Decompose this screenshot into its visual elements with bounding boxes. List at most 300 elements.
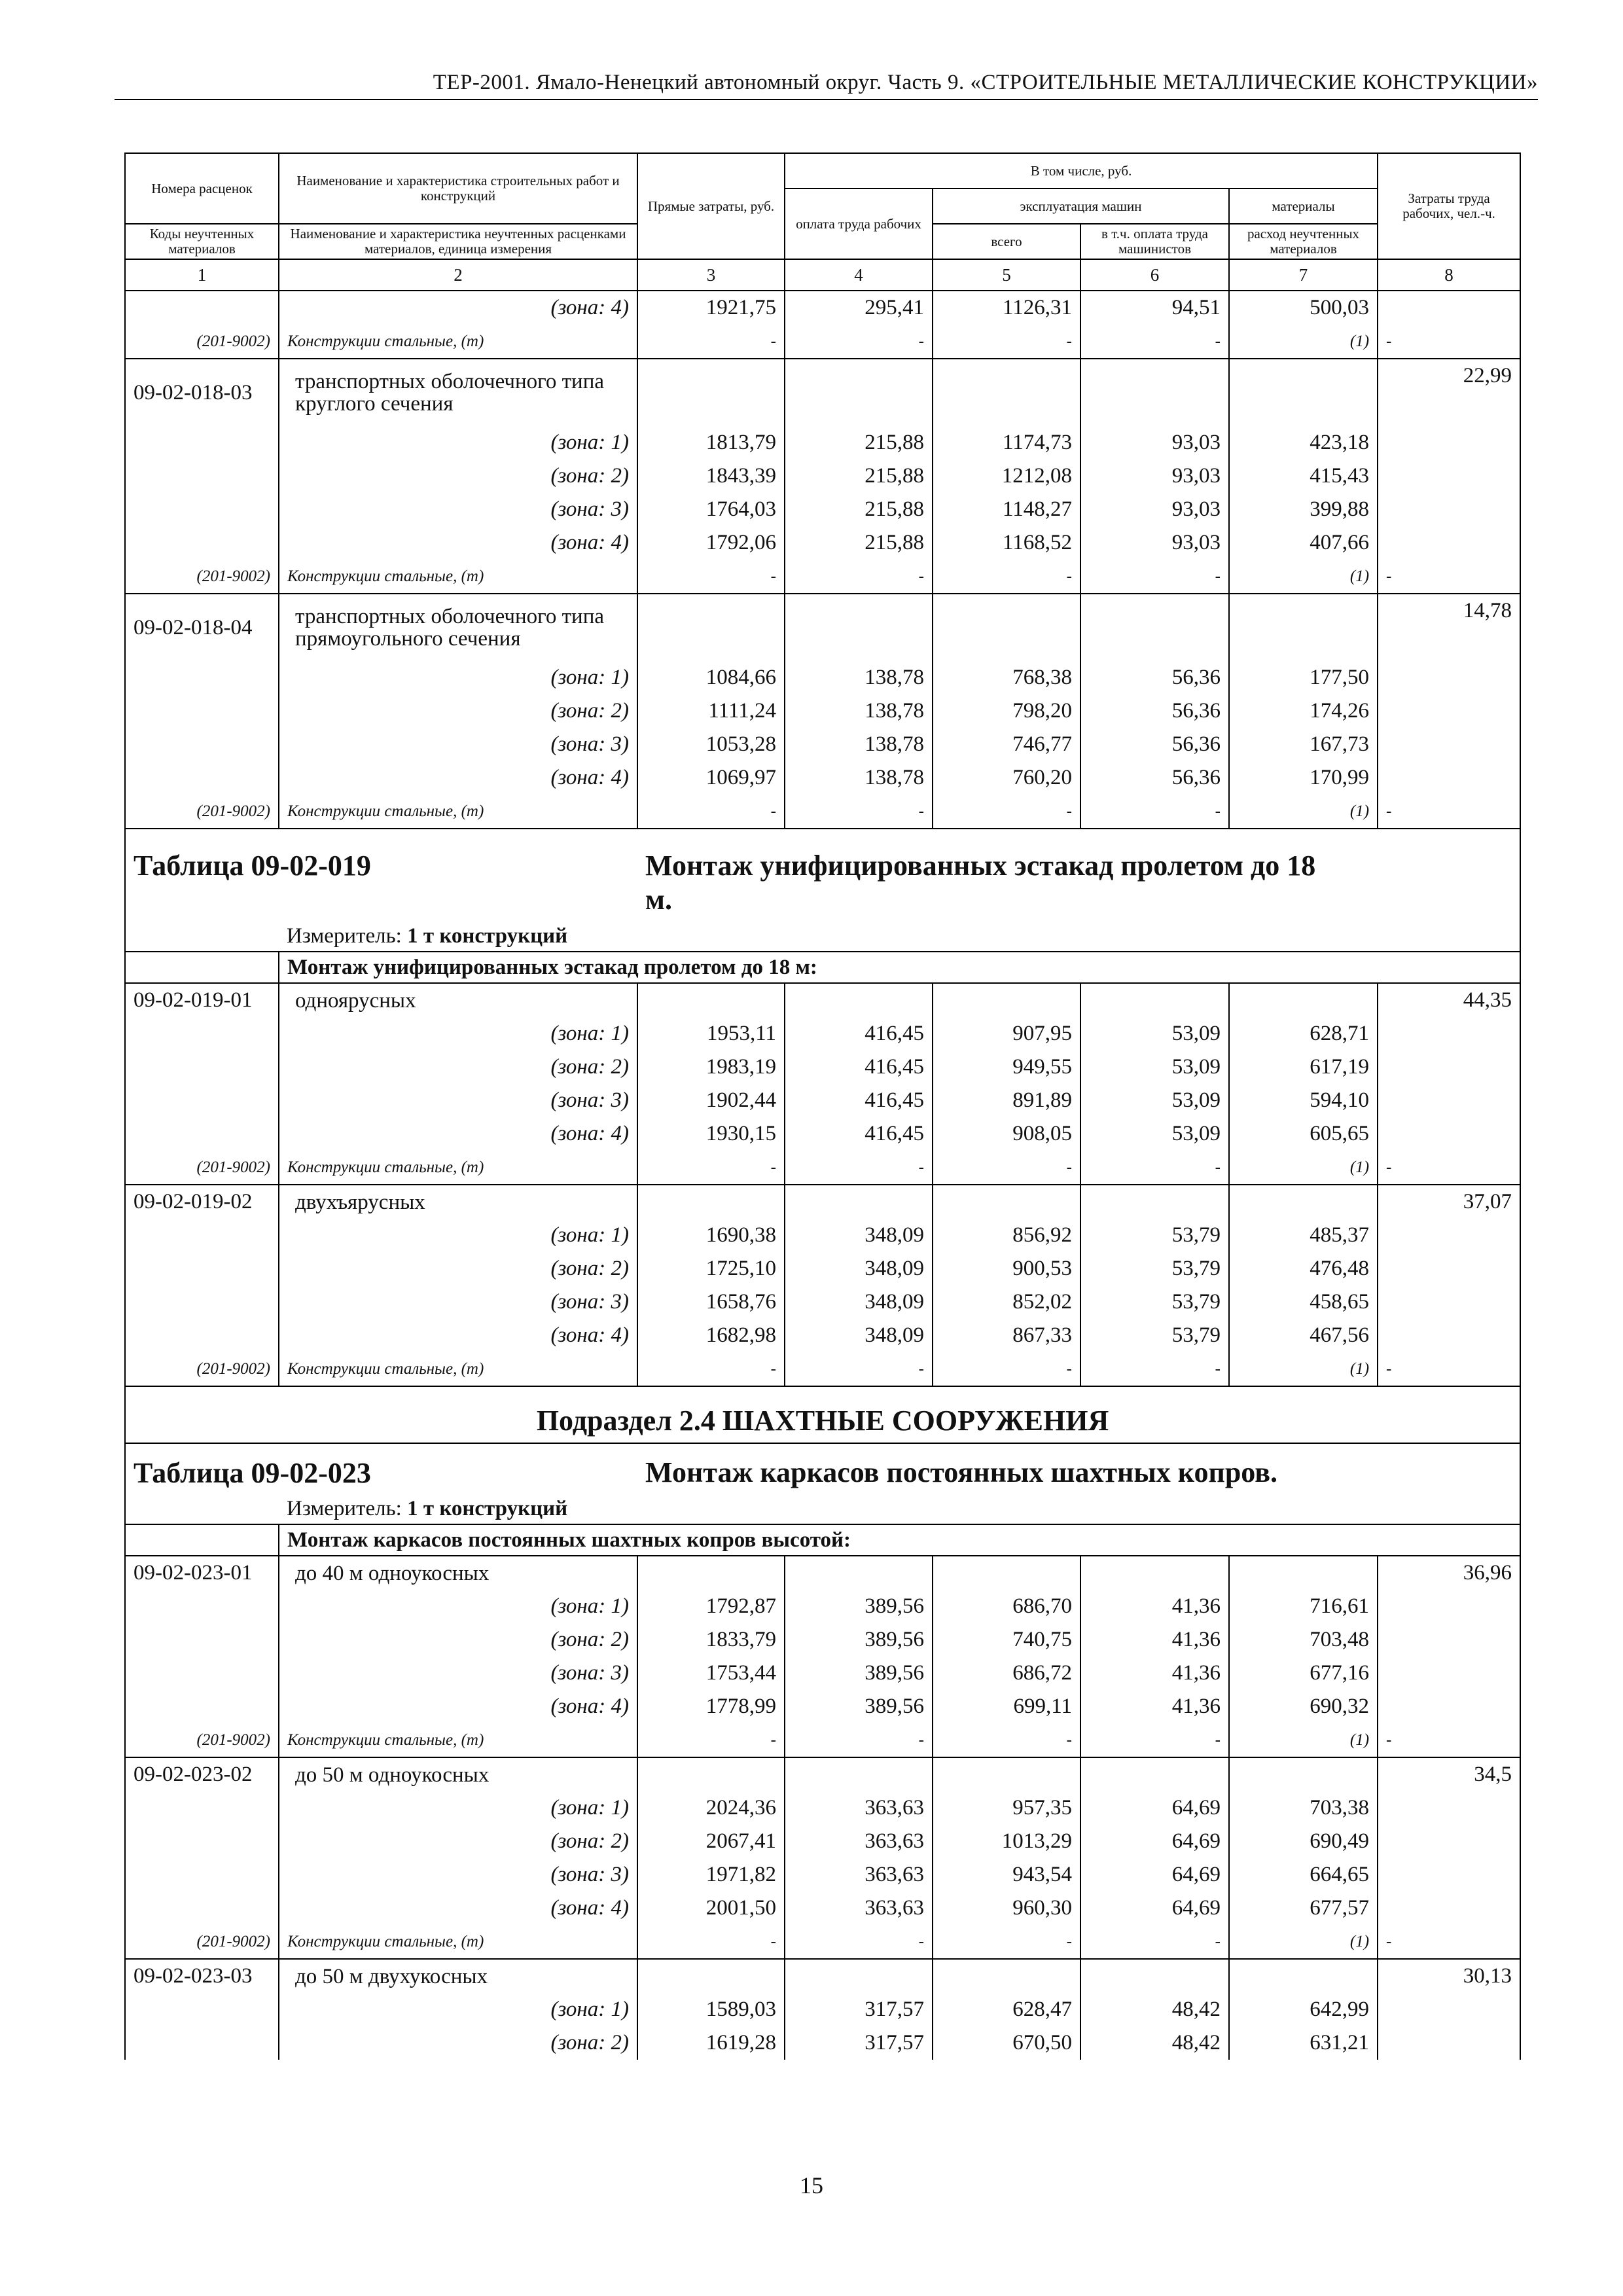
- material-quantity: (1): [1229, 795, 1378, 829]
- direct-cost: 1902,44: [637, 1084, 785, 1117]
- unit-line: [279, 1494, 1520, 1524]
- labor-wage: 138,78: [785, 761, 933, 795]
- material-cost: 631,21: [1229, 2026, 1378, 2060]
- zone-label: (зона: 2): [279, 1050, 637, 1084]
- labor-wage: 389,56: [785, 1657, 933, 1690]
- col-number: 1: [125, 259, 279, 291]
- labor-wage: 295,41: [785, 291, 933, 325]
- item-name: до 50 м двухукосных: [279, 1959, 637, 1993]
- dash: -: [637, 1352, 785, 1386]
- machine-cost: 686,72: [933, 1657, 1080, 1690]
- dash: -: [1378, 560, 1520, 594]
- operator-wage: 56,36: [1080, 761, 1229, 795]
- operator-wage: 53,09: [1080, 1050, 1229, 1084]
- direct-cost: 1753,44: [637, 1657, 785, 1690]
- unit-line: [279, 921, 1520, 952]
- zone-label: (зона: 1): [279, 1791, 637, 1825]
- zone-row: [125, 493, 1520, 526]
- machine-cost: 1148,27: [933, 493, 1080, 526]
- direct-cost: 2067,41: [637, 1825, 785, 1858]
- labor-wage: 389,56: [785, 1590, 933, 1623]
- material-cost: 458,65: [1229, 1285, 1378, 1319]
- labor-wage: 363,63: [785, 1791, 933, 1825]
- col-1-bottom-header: Коды неучтенных материалов: [125, 224, 279, 259]
- labor-hours: 30,13: [1378, 1959, 1520, 1993]
- item-code: 09-02-018-03: [125, 359, 279, 426]
- zone-label: (зона: 1): [279, 1993, 637, 2026]
- dash: -: [1080, 325, 1229, 359]
- dash: -: [785, 1925, 933, 1959]
- material-quantity: (1): [1229, 1151, 1378, 1185]
- machine-cost: 900,53: [933, 1252, 1080, 1285]
- material-quantity: (1): [1229, 1723, 1378, 1757]
- material-cost: 467,56: [1229, 1319, 1378, 1352]
- col-number: 5: [933, 259, 1080, 291]
- machine-cost: 949,55: [933, 1050, 1080, 1084]
- direct-cost: 1953,11: [637, 1017, 785, 1050]
- table-number: Таблица 09-02-023: [125, 1443, 637, 1494]
- material-name: Конструкции стальные, (т): [279, 325, 637, 359]
- col-2-bottom-header: Наименование и характеристика неучтенных расценками материалов, единица измерения: [279, 224, 637, 259]
- labor-hours: 37,07: [1378, 1185, 1520, 1219]
- labor-wage: 363,63: [785, 1858, 933, 1892]
- dash: -: [637, 325, 785, 359]
- machine-cost: 686,70: [933, 1590, 1080, 1623]
- material-code: (201-9002): [125, 1925, 279, 1959]
- dash: -: [933, 1352, 1080, 1386]
- machine-cost: 943,54: [933, 1858, 1080, 1892]
- section-row: [125, 1524, 1520, 1556]
- machine-cost: 1174,73: [933, 426, 1080, 459]
- dash: -: [1378, 1151, 1520, 1185]
- material-row: [125, 560, 1520, 594]
- zone-label: (зона: 3): [279, 493, 637, 526]
- zone-row: [125, 1858, 1520, 1892]
- labor-wage: 138,78: [785, 661, 933, 694]
- labor-hours: 14,78: [1378, 594, 1520, 628]
- material-code: (201-9002): [125, 325, 279, 359]
- zone-row: [125, 694, 1520, 728]
- labor-wage: 348,09: [785, 1319, 933, 1352]
- labor-hours: 22,99: [1378, 359, 1520, 393]
- item-name: до 50 м одноукосных: [279, 1757, 637, 1791]
- table-title-row: [125, 1443, 1520, 1494]
- item-code: 09-02-019-01: [125, 983, 279, 1017]
- zone-label: (зона: 1): [279, 1219, 637, 1252]
- material-cost: 677,57: [1229, 1892, 1378, 1925]
- table-title: Монтаж каркасов постоянных шахтных копров.: [637, 1443, 1378, 1494]
- material-row: [125, 1723, 1520, 1757]
- subsection-row: [125, 1386, 1520, 1443]
- material-cost: 703,48: [1229, 1623, 1378, 1657]
- direct-cost: 1084,66: [637, 661, 785, 694]
- dash: -: [785, 795, 933, 829]
- labor-wage: 317,57: [785, 1993, 933, 2026]
- machine-cost: 907,95: [933, 1017, 1080, 1050]
- labor-hours: 44,35: [1378, 983, 1520, 1017]
- subsection-title: Подраздел 2.4 ШАХТНЫЕ СООРУЖЕНИЯ: [125, 1386, 1520, 1443]
- material-quantity: (1): [1229, 325, 1378, 359]
- zone-label: (зона: 2): [279, 459, 637, 493]
- col-7-header: расход неучтенных материалов: [1229, 224, 1378, 259]
- labor-wage: 416,45: [785, 1017, 933, 1050]
- dash: -: [933, 325, 1080, 359]
- direct-cost: 1792,87: [637, 1590, 785, 1623]
- operator-wage: 53,79: [1080, 1219, 1229, 1252]
- dash: -: [785, 1151, 933, 1185]
- dash: -: [1080, 1925, 1229, 1959]
- operator-wage: 93,03: [1080, 459, 1229, 493]
- direct-cost: 1971,82: [637, 1858, 785, 1892]
- section-title: Монтаж унифицированных эстакад пролетом до 18 м:: [279, 952, 1520, 983]
- labor-hours: 34,5: [1378, 1757, 1520, 1791]
- dash: -: [637, 1925, 785, 1959]
- direct-cost: 1619,28: [637, 2026, 785, 2060]
- material-quantity: (1): [1229, 560, 1378, 594]
- zone-label: (зона: 4): [279, 1319, 637, 1352]
- dash: -: [785, 560, 933, 594]
- item-code: 09-02-023-03: [125, 1959, 279, 1993]
- col-number: 4: [785, 259, 933, 291]
- direct-cost: 1725,10: [637, 1252, 785, 1285]
- labor-wage: 138,78: [785, 694, 933, 728]
- material-cost: 415,43: [1229, 459, 1378, 493]
- direct-cost: 2001,50: [637, 1892, 785, 1925]
- machine-cost: 1013,29: [933, 1825, 1080, 1858]
- zone-label: (зона: 3): [279, 1285, 637, 1319]
- direct-cost: 1690,38: [637, 1219, 785, 1252]
- zone-label: (зона: 4): [279, 291, 637, 325]
- operator-wage: 94,51: [1080, 291, 1229, 325]
- zone-row: [125, 1319, 1520, 1352]
- zone-label: (зона: 2): [279, 1623, 637, 1657]
- operator-wage: 41,36: [1080, 1590, 1229, 1623]
- material-row: [125, 1151, 1520, 1185]
- zone-row: [125, 1657, 1520, 1690]
- dash: -: [637, 560, 785, 594]
- dash: -: [933, 1723, 1080, 1757]
- operator-wage: 53,79: [1080, 1252, 1229, 1285]
- machine-cost: 960,30: [933, 1892, 1080, 1925]
- zone-row: [125, 1084, 1520, 1117]
- machine-cost: 760,20: [933, 761, 1080, 795]
- operator-wage: 48,42: [1080, 1993, 1229, 2026]
- zone-label: (зона: 3): [279, 1657, 637, 1690]
- machine-cost: 856,92: [933, 1219, 1080, 1252]
- zone-row: [125, 2026, 1520, 2060]
- running-header: ТЕР-2001. Ямало-Ненецкий автономный округ. Часть 9. «СТРОИТЕЛЬНЫЕ МЕТАЛЛИЧЕСКИЕ КОНСТРУКЦИИ»: [115, 71, 1538, 100]
- labor-wage: 416,45: [785, 1084, 933, 1117]
- zone-label: (зона: 4): [279, 1892, 637, 1925]
- direct-cost: 1682,98: [637, 1319, 785, 1352]
- machine-cost: 628,47: [933, 1993, 1080, 2026]
- operator-wage: 56,36: [1080, 661, 1229, 694]
- material-row: [125, 795, 1520, 829]
- dash: -: [785, 1352, 933, 1386]
- operator-wage: 64,69: [1080, 1825, 1229, 1858]
- table-title: Монтаж унифицированных эстакад пролетом до 18 м.: [637, 829, 1378, 921]
- labor-wage: 348,09: [785, 1219, 933, 1252]
- material-name: Конструкции стальные, (т): [279, 1723, 637, 1757]
- material-code: (201-9002): [125, 560, 279, 594]
- material-name: Конструкции стальные, (т): [279, 1151, 637, 1185]
- zone-label: (зона: 1): [279, 661, 637, 694]
- material-code: (201-9002): [125, 795, 279, 829]
- material-name: Конструкции стальные, (т): [279, 1925, 637, 1959]
- item-name: двухъярусных: [279, 1185, 637, 1219]
- zone-row: [125, 761, 1520, 795]
- materials-header: материалы: [1229, 188, 1378, 224]
- dash: -: [933, 560, 1080, 594]
- labor-wage: 348,09: [785, 1252, 933, 1285]
- zone-label: (зона: 2): [279, 2026, 637, 2060]
- col-5-header: всего: [933, 224, 1080, 259]
- dash: -: [1080, 1723, 1229, 1757]
- operator-wage: 53,09: [1080, 1017, 1229, 1050]
- zone-label: (зона: 4): [279, 1690, 637, 1723]
- zone-label: (зона: 1): [279, 426, 637, 459]
- dash: -: [1080, 795, 1229, 829]
- col-4-header: оплата труда рабочих: [785, 188, 933, 259]
- item-row: [125, 359, 1520, 393]
- zone-row: [125, 1690, 1520, 1723]
- direct-cost: 1069,97: [637, 761, 785, 795]
- material-cost: 407,66: [1229, 526, 1378, 560]
- labor-wage: 389,56: [785, 1690, 933, 1723]
- material-cost: 177,50: [1229, 661, 1378, 694]
- machine-cost: 852,02: [933, 1285, 1080, 1319]
- item-code: 09-02-019-02: [125, 1185, 279, 1219]
- direct-cost: 1843,39: [637, 459, 785, 493]
- dash: -: [637, 1723, 785, 1757]
- machines-header: эксплуатация машин: [933, 188, 1229, 224]
- direct-cost: 1813,79: [637, 426, 785, 459]
- col-number: 2: [279, 259, 637, 291]
- dash: -: [1378, 1925, 1520, 1959]
- operator-wage: 64,69: [1080, 1858, 1229, 1892]
- col-number: 6: [1080, 259, 1229, 291]
- dash: -: [785, 1723, 933, 1757]
- machine-cost: 746,77: [933, 728, 1080, 761]
- dash: -: [1080, 560, 1229, 594]
- labor-hours: 36,96: [1378, 1556, 1520, 1590]
- table-number: Таблица 09-02-019: [125, 829, 637, 921]
- zone-row: [125, 526, 1520, 560]
- material-code: (201-9002): [125, 1352, 279, 1386]
- direct-cost: 1111,24: [637, 694, 785, 728]
- material-code: (201-9002): [125, 1151, 279, 1185]
- machine-cost: 891,89: [933, 1084, 1080, 1117]
- unit-prefix: Измеритель:: [287, 924, 408, 948]
- zone-row: [125, 426, 1520, 459]
- operator-wage: 56,36: [1080, 694, 1229, 728]
- material-cost: 690,32: [1229, 1690, 1378, 1723]
- zone-label: (зона: 1): [279, 1590, 637, 1623]
- material-quantity: (1): [1229, 1925, 1378, 1959]
- material-cost: 594,10: [1229, 1084, 1378, 1117]
- dash: -: [637, 795, 785, 829]
- operator-wage: 53,79: [1080, 1285, 1229, 1319]
- machine-cost: 1126,31: [933, 291, 1080, 325]
- item-code: 09-02-018-04: [125, 594, 279, 661]
- zone-row: [125, 1117, 1520, 1151]
- zone-label: (зона: 3): [279, 728, 637, 761]
- material-cost: 500,03: [1229, 291, 1378, 325]
- material-cost: 170,99: [1229, 761, 1378, 795]
- col-6-header: в т.ч. оплата труда машинистов: [1080, 224, 1229, 259]
- labor-wage: 215,88: [785, 426, 933, 459]
- zone-label: (зона: 3): [279, 1858, 637, 1892]
- zone-row: [125, 1219, 1520, 1252]
- dash: -: [1378, 1723, 1520, 1757]
- operator-wage: 48,42: [1080, 2026, 1229, 2060]
- unit-row: [125, 1494, 1520, 1524]
- dash: -: [1378, 795, 1520, 829]
- zone-row: [125, 1892, 1520, 1925]
- machine-cost: 699,11: [933, 1690, 1080, 1723]
- direct-cost: 1833,79: [637, 1623, 785, 1657]
- operator-wage: 93,03: [1080, 526, 1229, 560]
- material-cost: 690,49: [1229, 1825, 1378, 1858]
- col-number: 3: [637, 259, 785, 291]
- labor-wage: 138,78: [785, 728, 933, 761]
- direct-cost: 1658,76: [637, 1285, 785, 1319]
- operator-wage: 41,36: [1080, 1623, 1229, 1657]
- col-number: 7: [1229, 259, 1378, 291]
- labor-wage: 363,63: [785, 1892, 933, 1925]
- item-code: 09-02-023-02: [125, 1757, 279, 1791]
- col-number: 8: [1378, 259, 1520, 291]
- table-header: [125, 153, 1520, 291]
- labor-wage: 389,56: [785, 1623, 933, 1657]
- material-cost: 167,73: [1229, 728, 1378, 761]
- material-name: Конструкции стальные, (т): [279, 795, 637, 829]
- material-cost: 399,88: [1229, 493, 1378, 526]
- labor-wage: 317,57: [785, 2026, 933, 2060]
- zone-label: (зона: 4): [279, 1117, 637, 1151]
- material-cost: 476,48: [1229, 1252, 1378, 1285]
- item-name: одноярусных: [279, 983, 637, 1017]
- direct-cost: 1792,06: [637, 526, 785, 560]
- unit-prefix: Измеритель:: [287, 1496, 408, 1520]
- dash: -: [1080, 1151, 1229, 1185]
- item-name: до 40 м одноукосных: [279, 1556, 637, 1590]
- operator-wage: 53,79: [1080, 1319, 1229, 1352]
- machine-cost: 740,75: [933, 1623, 1080, 1657]
- zone-label: (зона: 4): [279, 526, 637, 560]
- including-header: В том числе, руб.: [785, 153, 1378, 188]
- dash: -: [637, 1151, 785, 1185]
- material-cost: 664,65: [1229, 1858, 1378, 1892]
- material-cost: 703,38: [1229, 1791, 1378, 1825]
- zone-label: (зона: 2): [279, 1252, 637, 1285]
- operator-wage: 53,09: [1080, 1084, 1229, 1117]
- item-row: [125, 983, 1520, 1017]
- operator-wage: 41,36: [1080, 1690, 1229, 1723]
- labor-wage: 363,63: [785, 1825, 933, 1858]
- unit-value: 1 т конструкций: [407, 1496, 568, 1520]
- labor-wage: 348,09: [785, 1285, 933, 1319]
- material-cost: 423,18: [1229, 426, 1378, 459]
- item-name: транспортных оболочечного типа круглого сечения: [279, 359, 637, 426]
- machine-cost: 1168,52: [933, 526, 1080, 560]
- material-cost: 605,65: [1229, 1117, 1378, 1151]
- operator-wage: 64,69: [1080, 1892, 1229, 1925]
- direct-cost: 1930,15: [637, 1117, 785, 1151]
- direct-cost: 1589,03: [637, 1993, 785, 2026]
- machine-cost: 798,20: [933, 694, 1080, 728]
- direct-cost: 1053,28: [637, 728, 785, 761]
- zone-label: (зона: 2): [279, 1825, 637, 1858]
- material-cost: 617,19: [1229, 1050, 1378, 1084]
- operator-wage: 64,69: [1080, 1791, 1229, 1825]
- direct-cost: 1778,99: [637, 1690, 785, 1723]
- dash: -: [785, 325, 933, 359]
- zone-row: [125, 1590, 1520, 1623]
- price-table: [124, 152, 1521, 2060]
- direct-cost: 1764,03: [637, 493, 785, 526]
- dash: -: [1080, 1352, 1229, 1386]
- zone-label: (зона: 3): [279, 1084, 637, 1117]
- material-row: [125, 325, 1520, 359]
- zone-label: (зона: 1): [279, 1017, 637, 1050]
- machine-cost: 957,35: [933, 1791, 1080, 1825]
- table-body: [125, 291, 1520, 2060]
- material-cost: 174,26: [1229, 694, 1378, 728]
- zone-row: [125, 1825, 1520, 1858]
- zone-row: [125, 1050, 1520, 1084]
- machine-cost: 867,33: [933, 1319, 1080, 1352]
- machine-cost: 670,50: [933, 2026, 1080, 2060]
- direct-cost: 1921,75: [637, 291, 785, 325]
- direct-cost: 1983,19: [637, 1050, 785, 1084]
- machine-cost: 1212,08: [933, 459, 1080, 493]
- col-3-header: Прямые затраты, руб.: [637, 153, 785, 259]
- machine-cost: 768,38: [933, 661, 1080, 694]
- labor-wage: 215,88: [785, 493, 933, 526]
- operator-wage: 93,03: [1080, 493, 1229, 526]
- item-row: [125, 1556, 1520, 1590]
- page-number: 15: [800, 2172, 823, 2198]
- operator-wage: 93,03: [1080, 426, 1229, 459]
- item-code: 09-02-023-01: [125, 1556, 279, 1590]
- zone-row: [125, 1252, 1520, 1285]
- col-8-header: Затраты труда рабочих, чел.-ч.: [1378, 153, 1520, 259]
- col-2-top-header: Наименование и характеристика строительных работ и конструкций: [279, 153, 637, 224]
- labor-wage: 215,88: [785, 526, 933, 560]
- material-name: Конструкции стальные, (т): [279, 560, 637, 594]
- material-cost: 485,37: [1229, 1219, 1378, 1252]
- labor-wage: 416,45: [785, 1050, 933, 1084]
- material-quantity: (1): [1229, 1352, 1378, 1386]
- material-code: (201-9002): [125, 1723, 279, 1757]
- operator-wage: 56,36: [1080, 728, 1229, 761]
- material-cost: 716,61: [1229, 1590, 1378, 1623]
- material-cost: 628,71: [1229, 1017, 1378, 1050]
- zone-label: (зона: 2): [279, 694, 637, 728]
- material-cost: 677,16: [1229, 1657, 1378, 1690]
- section-row: [125, 952, 1520, 983]
- operator-wage: 53,09: [1080, 1117, 1229, 1151]
- zone-row: [125, 291, 1520, 325]
- zone-row: [125, 661, 1520, 694]
- direct-cost: 2024,36: [637, 1791, 785, 1825]
- section-title: Монтаж каркасов постоянных шахтных копров высотой:: [279, 1524, 1520, 1556]
- unit-value: 1 т конструкций: [407, 924, 568, 948]
- labor-wage: 416,45: [785, 1117, 933, 1151]
- col-1-top-header: Номера расценок: [125, 153, 279, 224]
- item-row: [125, 1959, 1520, 1993]
